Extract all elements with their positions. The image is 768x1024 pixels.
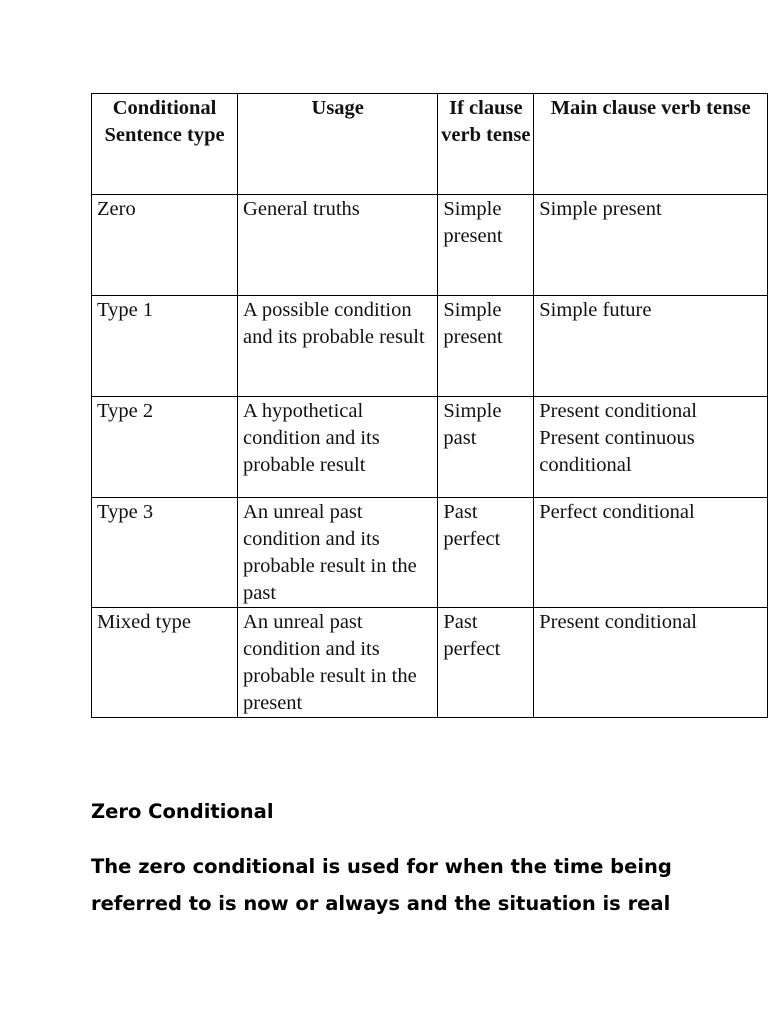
section-body-line: referred to is now or always and the situation is real [91,892,671,915]
cell-if-clause [438,195,534,296]
header-sentence-type [92,94,238,195]
header-main-clause-text: Main clause verb tense [550,97,751,119]
cell-if-clause [438,397,534,498]
cell-usage-text: A possible condition and its probable result [243,299,425,348]
table-row [92,397,768,498]
conditional-sentences-table [91,93,768,718]
cell-if-clause-text: Simple present [443,198,503,247]
header-if-clause [438,94,534,195]
header-main-clause [534,94,768,195]
cell-type-text: Mixed type [97,611,191,633]
cell-usage-text: An unreal past condition and its probable result in the present [243,611,417,714]
section-body [91,848,691,922]
section-heading: Zero Conditional [91,800,274,823]
table-header-row [92,94,768,195]
cell-usage [238,397,438,498]
cell-if-clause-text: Past perfect [443,501,501,550]
cell-usage-text: A hypothetical condition and its probable result [243,400,380,476]
cell-main-clause [534,397,768,498]
cell-type-text: Zero [97,198,136,220]
cell-if-clause [438,498,534,608]
cell-usage [238,195,438,296]
cell-type-text: Type 2 [97,400,154,422]
cell-main-clause-line: conditional [539,454,632,476]
cell-main-clause-line: Simple future [539,299,652,321]
cell-if-clause [438,608,534,718]
cell-main-clause [534,296,768,397]
header-usage [238,94,438,195]
header-if-clause-text: If clause verb tense [441,97,531,146]
section-body-line: The zero conditional is used for when the time being [91,855,672,878]
cell-main-clause-line: Present conditional [539,400,697,422]
cell-type [92,498,238,608]
cell-main-clause-line: Present conditional [539,611,697,633]
cell-usage-text: An unreal past condition and its probable result in the past [243,501,417,604]
cell-type-text: Type 3 [97,501,154,523]
cell-main-clause [534,608,768,718]
cell-if-clause [438,296,534,397]
header-sentence-type-text: Conditional Sentence type [104,97,225,146]
cell-type [92,608,238,718]
cell-if-clause-text: Simple present [443,299,503,348]
cell-usage [238,608,438,718]
cell-main-clause-line: Simple present [539,198,662,220]
cell-main-clause [534,195,768,296]
cell-type [92,195,238,296]
cell-usage [238,498,438,608]
table-row [92,498,768,608]
cell-if-clause-text: Past perfect [443,611,501,660]
cell-main-clause-line: Perfect conditional [539,501,695,523]
cell-type [92,296,238,397]
cell-main-clause-line: Present continuous [539,427,695,449]
cell-type [92,397,238,498]
table-row [92,195,768,296]
cell-usage [238,296,438,397]
table-row [92,296,768,397]
cell-usage-text: General truths [243,198,360,220]
header-usage-text: Usage [311,97,364,119]
cell-if-clause-text: Simple past [443,400,502,449]
cell-type-text: Type 1 [97,299,154,321]
table-row [92,608,768,718]
cell-main-clause [534,498,768,608]
